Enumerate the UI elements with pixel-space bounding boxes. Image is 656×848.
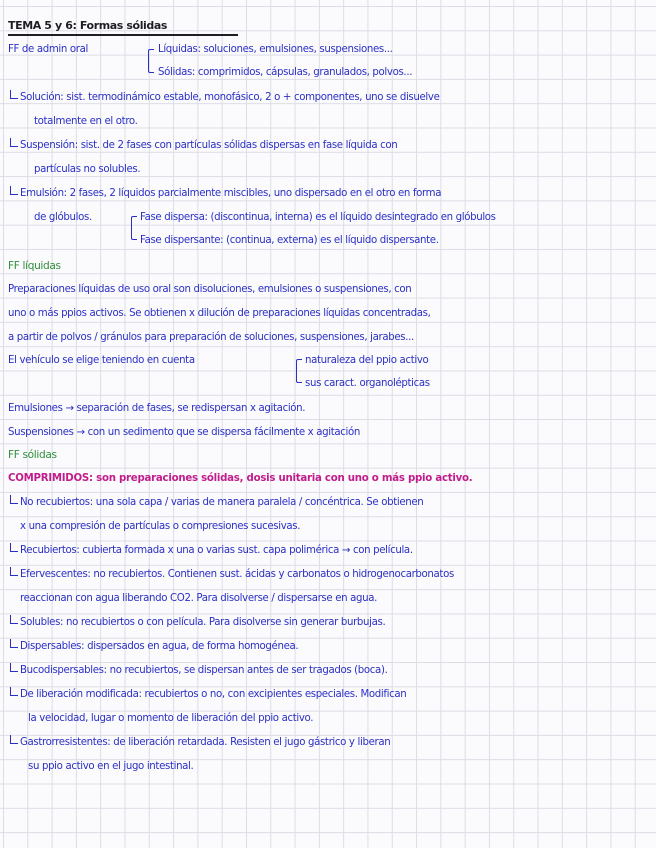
arrow-emulsion bbox=[10, 186, 18, 195]
arrow-liberacion-modificada bbox=[10, 687, 18, 696]
gastrorresistentes-line-1: Gastrorresistentes: de liberación retardada. Resisten el jugo gástrico y liberan bbox=[20, 737, 391, 748]
ff-solidas-heading: FF sólidas bbox=[8, 449, 57, 461]
emulsiones-note: Emulsiones → separación de fases, se redispersan x agitación. bbox=[8, 403, 306, 414]
arrow-dispersables bbox=[10, 639, 18, 648]
page-title: TEMA 5 y 6: Formas sólidas bbox=[8, 19, 168, 32]
ff-liquidas-heading: FF líquidas bbox=[8, 260, 61, 272]
fase-dispersante: Fase dispersante: (continua, externa) es el líquido dispersante. bbox=[140, 235, 439, 246]
vehiculo-organolepticas: sus caract. organolépticas bbox=[305, 378, 430, 389]
efervescentes-line-2: reaccionan con agua liberando CO2. Para disolverse / dispersarse en agua. bbox=[20, 593, 377, 604]
liberacion-modificada-line-1: De liberación modificada: recubiertos o no, con excipientes especiales. Modifican bbox=[20, 689, 407, 700]
solucion-line-1: Solución: sist. termodinámico estable, monofásico, 2 o + componentes, uno se disuelve bbox=[20, 92, 440, 103]
brace-vehiculo bbox=[296, 359, 302, 383]
emulsion-line-2-label: de glóbulos. bbox=[34, 212, 92, 223]
dispersables-line: Dispersables: dispersados en agua, de forma homogénea. bbox=[20, 641, 299, 652]
ff-liquidas-line-1: Preparaciones líquidas de uso oral son disoluciones, emulsiones o suspensiones, con bbox=[8, 284, 412, 295]
suspensiones-note: Suspensiones → con un sedimento que se dispersa fácilmente x agitación bbox=[8, 427, 360, 438]
ff-liquidas-line-3: a partir de polvos / gránulos para preparación de soluciones, suspensiones, jarabes... bbox=[8, 332, 414, 343]
arrow-solucion bbox=[10, 90, 18, 99]
arrow-efervescentes bbox=[10, 567, 18, 576]
liberacion-modificada-line-2: la velocidad, lugar o momento de liberación del ppio activo. bbox=[28, 713, 314, 724]
brace-ff-admin bbox=[148, 49, 154, 73]
recubiertos-line: Recubiertos: cubierta formada x una o varias sust. capa polimérica → con película. bbox=[20, 545, 413, 556]
ff-solidas-branch: Sólidas: comprimidos, cápsulas, granulados, polvos... bbox=[158, 67, 413, 78]
solubles-line: Solubles: no recubiertos o con película. Para disolverse sin generar burbujas. bbox=[20, 617, 386, 628]
arrow-bucodispersables bbox=[10, 663, 18, 672]
vehiculo-label: El vehículo se elige teniendo en cuenta bbox=[8, 355, 195, 366]
solucion-line-2: totalmente en el otro. bbox=[34, 116, 138, 127]
bucodispersables-line: Bucodispersables: no recubiertos, se dispersan antes de ser tragados (boca). bbox=[20, 665, 388, 676]
brace-emulsion bbox=[131, 216, 137, 240]
arrow-no-recubiertos bbox=[10, 495, 18, 504]
vehiculo-naturaleza: naturaleza del ppio activo bbox=[305, 355, 429, 366]
ff-liquidas-line-2: uno o más ppios activos. Se obtienen x dilución de preparaciones líquidas concentradas, bbox=[8, 308, 431, 319]
emulsion-line-1: Emulsión: 2 fases, 2 líquidos parcialmente miscibles, uno dispersado en el otro en forma bbox=[20, 188, 442, 199]
no-recubiertos-line-2: x una compresión de partículas o compresiones sucesivas. bbox=[20, 521, 301, 532]
gastrorresistentes-line-2: su ppio activo en el jugo intestinal. bbox=[28, 761, 194, 772]
fase-dispersa: Fase dispersa: (discontinua, interna) es el líquido desintegrado en glóbulos bbox=[140, 212, 496, 223]
arrow-solubles bbox=[10, 615, 18, 624]
no-recubiertos-line-1: No recubiertos: una sola capa / varias de manera paralela / concéntrica. Se obtienen bbox=[20, 497, 424, 508]
efervescentes-line-1: Efervescentes: no recubiertos. Contienen sust. ácidas y carbonatos o hidrogenocarbonatos bbox=[20, 569, 454, 580]
arrow-gastrorresistentes bbox=[10, 735, 18, 744]
arrow-recubiertos bbox=[10, 543, 18, 552]
title-underline bbox=[8, 34, 238, 36]
suspension-line-2: partículas no solubles. bbox=[34, 164, 141, 175]
arrow-suspension bbox=[10, 138, 18, 147]
ff-admin-oral-label: FF de admin oral bbox=[8, 44, 88, 55]
ff-liquidas-branch: Líquidas: soluciones, emulsiones, suspensiones... bbox=[158, 44, 393, 55]
suspension-line-1: Suspensión: sist. de 2 fases con partículas sólidas dispersas en fase líquida con bbox=[20, 140, 398, 151]
comprimidos-definition: COMPRIMIDOS: son preparaciones sólidas, dosis unitaria con uno o más ppio activo. bbox=[8, 473, 473, 484]
